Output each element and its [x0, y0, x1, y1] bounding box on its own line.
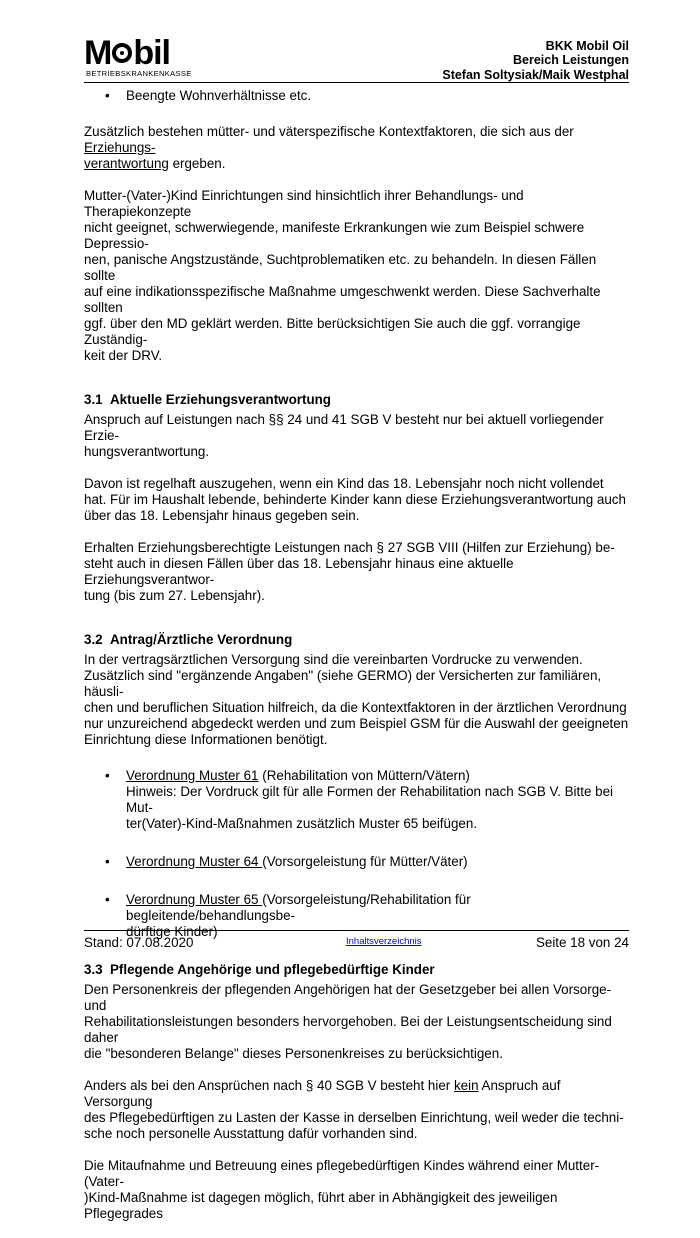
paragraph-3-3-versorgung: Anders als bei den Ansprüchen nach § 40 SGB V besteht hier kein Anspruch auf Versorgung des Pflegebedürftigen zu Lasten der Kasse in derselben Einrichtung, weil weder die techni- sche noch personelle Ausstattung dafür vorhanden sind.: [84, 1078, 624, 1141]
header-divider: [84, 82, 629, 83]
footer-page-number: Seite 18 von 24: [535, 935, 629, 950]
footer-date: Stand: 07.08.2020: [84, 935, 194, 950]
document-body: [84, 88, 630, 1238]
muster-61-link[interactable]: Verordnung Muster 61: [126, 768, 259, 783]
paragraph-3-2-vordrucke: In der vertragsärztlichen Versorgung sind die vereinbarten Vordrucke zu verwenden. Zusätzlich sind "ergänzende Angaben" (siehe GERMO) der Versicherten zur familiären, häusli- chen und beruflichen Situation hilfreich, da die Kontextfaktoren in der ärztlichen Verordnung nur unzureichend abgedeckt werden und zum Beispiel GSM für die Auswahl der geeigneten Einrichtung diese Informationen benötigt.: [84, 652, 629, 747]
muster-64-link[interactable]: Verordnung Muster 64: [126, 854, 263, 869]
paragraph-3-1-anspruch: Anspruch auf Leistungen nach §§ 24 und 41 SGB V besteht nur bei aktuell vorliegender Erzie- hungsverantwortung.: [84, 412, 604, 459]
bullet-item-muster-65: • Verordnung Muster 65 (Vorsorgeleistung/Rehabilitation für begleitende/behandlungsbe- dürftige Kinder): [105, 892, 471, 939]
paragraph-3-1-lebensjahr: Davon ist regelhaft auszugehen, wenn ein Kind das 18. Lebensjahr noch nicht vollendet hat. Für im Haushalt lebende, behinderte Kinder kann diese Erziehungsverantwortung auch über das 18. Lebensjahr hinaus gegeben sein.: [84, 476, 626, 523]
bullet-item-muster-64: • Verordnung Muster 64 (Vorsorgeleistung für Mütter/Väter): [105, 854, 468, 869]
bullet-icon: •: [105, 892, 110, 907]
header-info: [442, 39, 629, 82]
bullet-icon: •: [105, 88, 110, 103]
bullet-icon: •: [105, 854, 110, 869]
header-company: BKK Mobil Oil: [545, 39, 629, 53]
header-authors: Stefan Soltysiak/Maik Westphal: [442, 67, 629, 82]
muster-65-link[interactable]: Verordnung Muster 65: [126, 892, 263, 907]
erziehungsverantwortung-link-cont[interactable]: verantwortung: [84, 156, 169, 171]
toc-link[interactable]: Inhaltsverzeichnis: [346, 936, 422, 947]
paragraph-3-3-mitaufnahme: Die Mitaufnahme und Betreuung eines pflegebedürftigen Kindes während einer Mutter-(Vater- )Kind-Maßnahme ist dagegen möglich, führt aber in Abhängigkeit des jeweiligen Pflegegrades: [84, 1158, 600, 1221]
bullet-icon: •: [105, 768, 110, 783]
logo-subtitle: BETRIEBSKRANKENKASSE: [86, 69, 192, 78]
mobil-logo: [84, 34, 204, 80]
header-department: Bereich Leistungen: [513, 53, 629, 68]
section-heading-3-3: 3.3 Pflegende Angehörige und pflegebedürftige Kinder: [84, 962, 435, 977]
bullet-item-wohnverhaeltnisse: • Beengte Wohnverhältnisse etc.: [105, 88, 312, 103]
erziehungsverantwortung-link[interactable]: Erziehungs-: [84, 140, 156, 155]
paragraph-3-3-personenkreis: Den Personenkreis der pflegenden Angehörigen hat der Gesetzgeber bei allen Vorsorge- und Rehabilitationsleistungen besonders hervorgehoben. Bei der Leistungsentscheidung sind daher die "besonderen Belange" dieses Personenkreises zu berücksichtigen.: [84, 982, 612, 1061]
logo-o-icon: [112, 43, 132, 63]
bullet-item-muster-61: • Verordnung Muster 61 (Rehabilitation von Müttern/Vätern) Hinweis: Der Vordruck gilt für alle Formen der Rehabilitation nach SGB V. Bitte bei Mut- ter(Vater)-Kind-Maßnahmen zusätzlich Muster 65 beifügen.: [105, 768, 614, 831]
logo-wordmark: M bil: [84, 34, 170, 72]
paragraph-kontextfaktoren: Zusätzlich bestehen mütter- und väterspezifische Kontextfaktoren, die sich aus der Erziehungs- verantwortung ergeben.: [84, 124, 574, 171]
section-heading-3-1: 3.1 Aktuelle Erziehungsverantwortung: [84, 392, 331, 407]
paragraph-einrichtungen: Mutter-(Vater-)Kind Einrichtungen sind hinsichtlich ihrer Behandlungs- und Therapiekonzepte nicht geeignet, schwerwiegende, manifeste Erkrankungen wie zum Beispiel schwere Depressio- nen, panische Angstzustände, Suchtproblematiken etc. zu behandeln. In diesen Fällen sollte auf eine indikationsspezifische Maßnahme umgeschwenkt werden. Diese Sachverhalte sollten ggf. über den MD geklärt werden. Bitte berücksichtigen Sie auch die ggf. vorrangige Zuständig- keit der DRV.: [84, 188, 601, 363]
section-heading-3-2: 3.2 Antrag/Ärztliche Verordnung: [84, 632, 293, 647]
footer-divider: [84, 930, 629, 931]
paragraph-3-1-erziehungshilfe: Erhalten Erziehungsberechtigte Leistungen nach § 27 SGB VIII (Hilfen zur Erziehung) be- steht auch in diesen Fällen über das 18. Lebensjahr hinaus eine aktuelle Erziehungsverantwor- tung (bis zum 27. Lebensjahr).: [84, 540, 615, 603]
kein-emphasis: kein: [453, 1078, 479, 1093]
